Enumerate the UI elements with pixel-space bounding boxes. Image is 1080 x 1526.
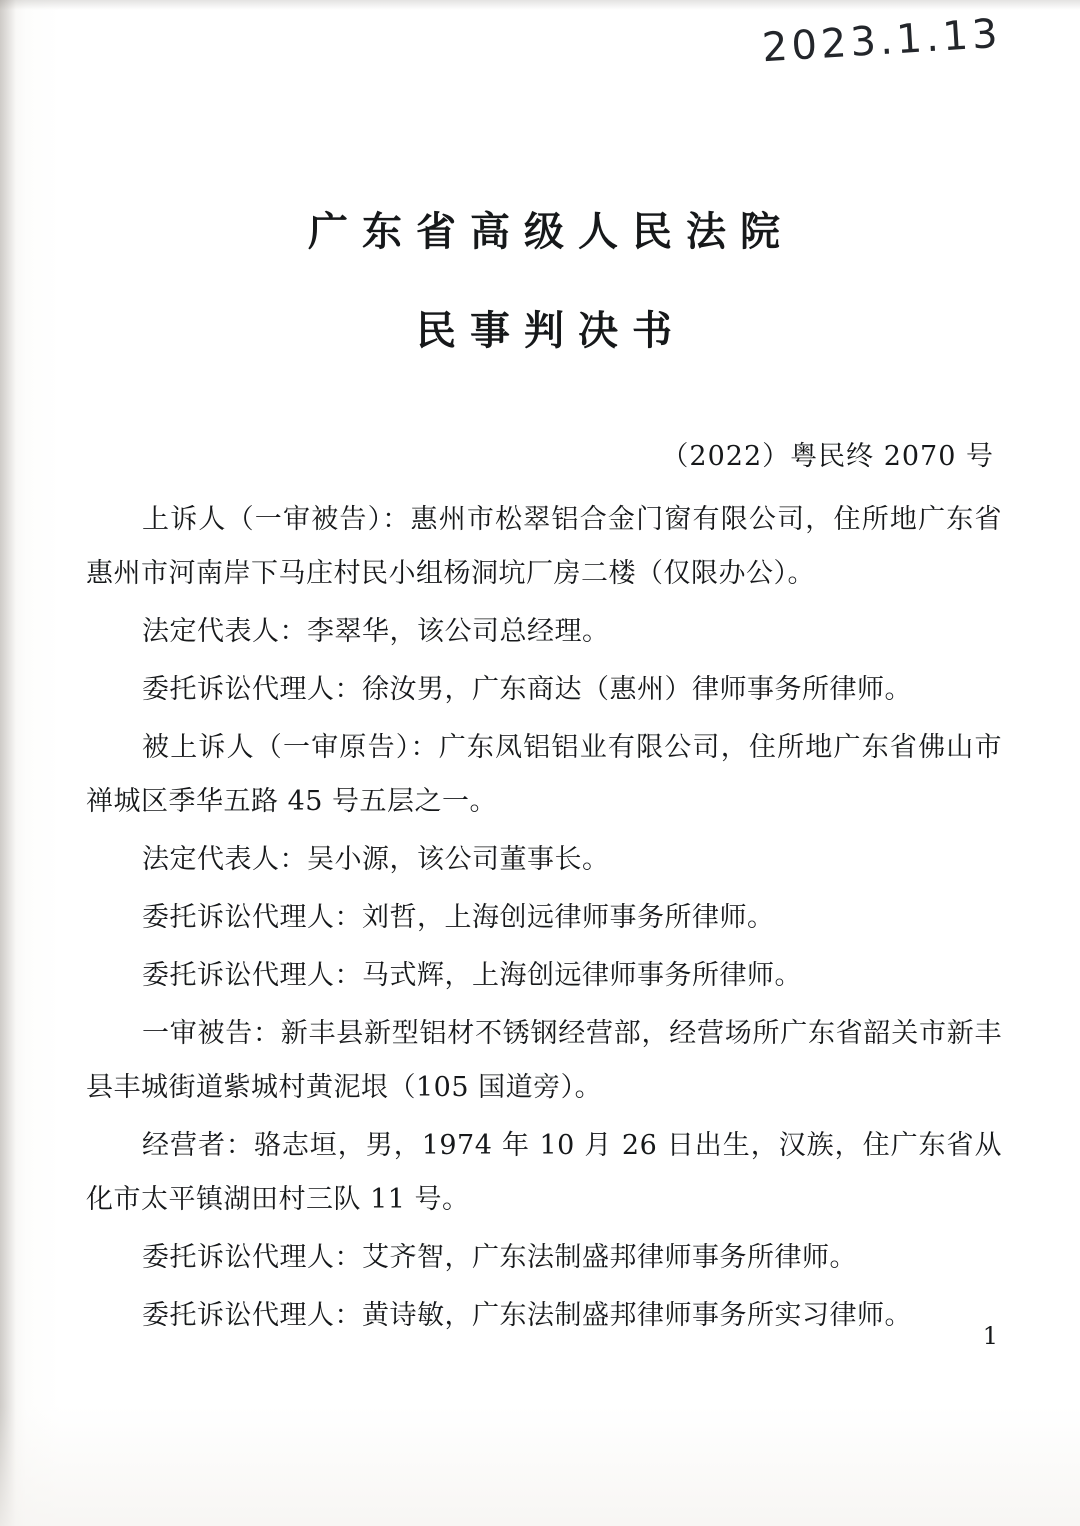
scan-bottom-fade (0, 1406, 1080, 1526)
document-body (86, 200, 1002, 1347)
scan-edge-shadow-top (0, 0, 1080, 10)
paragraph-appellee-attorney-1: 委托诉讼代理人：刘哲，上海创远律师事务所律师。 (142, 902, 775, 933)
court-name-title: 广东省高级人民法院 (308, 208, 794, 255)
paragraph-appellant: 上诉人（一审被告）：惠州市松翠铝合金门窗有限公司，住所地广东省惠州市河南岸下马庄村民小组杨洞坑厂房二楼（仅限办公）。 (86, 504, 1002, 589)
paragraph-appellee-attorney-2: 委托诉讼代理人：马式辉，上海创远律师事务所律师。 (142, 960, 802, 991)
case-number: （2022）粤民终 2070 号 (661, 441, 994, 472)
paragraph-appellee-legal-rep: 法定代表人：吴小源，该公司董事长。 (142, 844, 610, 875)
scan-edge-shadow-left (0, 0, 16, 1526)
paragraph-appellant-legal-rep: 法定代表人：李翠华，该公司总经理。 (142, 616, 610, 647)
paragraph-defendant-attorney-2: 委托诉讼代理人：黄诗敏，广东法制盛邦律师事务所实习律师。 (142, 1300, 912, 1331)
paragraph-operator-info: 经营者：骆志垣，男，1974 年 10 月 26 日出生，汉族，住广东省从化市太平镇湖田村三队 11 号。 (86, 1130, 1002, 1215)
handwritten-date-annotation: 2023.1.13 (761, 10, 1004, 72)
page-number: 1 (982, 1322, 998, 1350)
paragraph-defendant-attorney-1: 委托诉讼代理人：艾齐智，广东法制盛邦律师事务所律师。 (142, 1242, 857, 1273)
paragraph-first-instance-defendant: 一审被告：新丰县新型铝材不锈钢经营部，经营场所广东省韶关市新丰县丰城街道紫城村黄泥垠（105 国道旁）。 (86, 1018, 1002, 1103)
document-type-title: 民事判决书 (416, 307, 686, 354)
paragraph-appellant-attorney: 委托诉讼代理人：徐汝男，广东商达（惠州）律师事务所律师。 (142, 674, 912, 705)
paragraph-appellee: 被上诉人（一审原告）：广东凤铝铝业有限公司，住所地广东省佛山市禅城区季华五路 45 号五层之一。 (86, 732, 1002, 817)
